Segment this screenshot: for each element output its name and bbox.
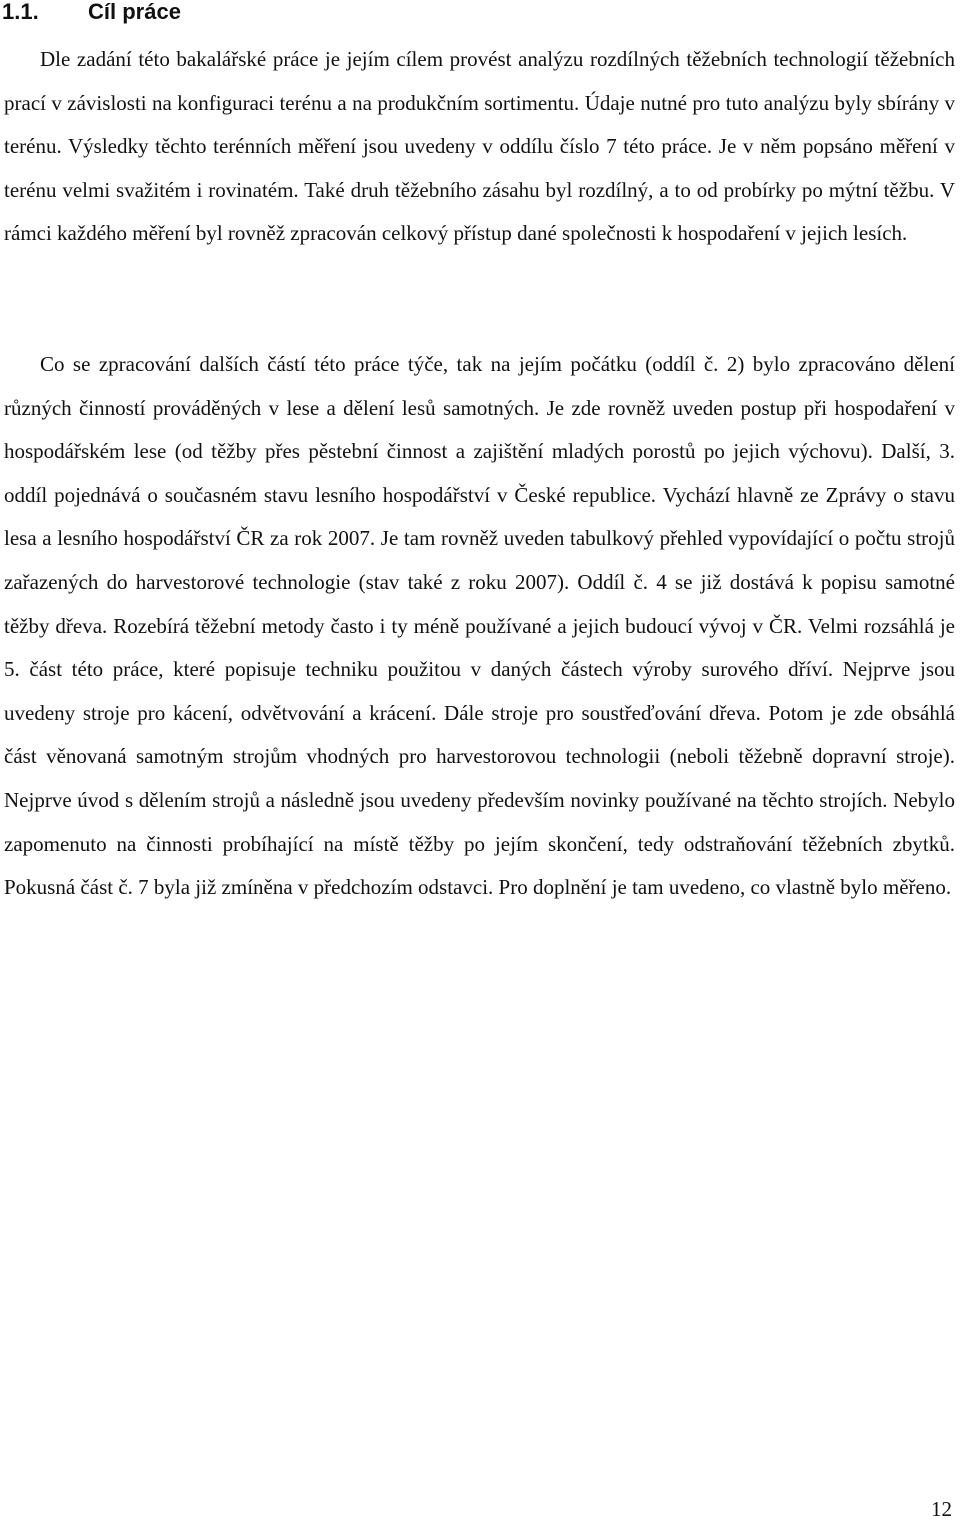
section-title: Cíl práce (88, 0, 181, 24)
section-number: 1.1. (2, 0, 39, 24)
section-heading (2, 0, 181, 28)
paragraph-structure: Co se zpracování dalších částí této práce týče, tak na jejím počátku (oddíl č. 2) bylo zpracováno dělení různých činností prováděných v lese a dělení lesů samotných. Je zde rovněž uveden postup při hospodaření v hospodářském lese (od těžby přes pěstební činnost a zajištění mladých porostů po jejich výchovu). Další, 3. oddíl pojednává o současném stavu lesního hospodářství v České republice. Vychází hlavně ze Zprávy o stavu lesa a lesního hospodářství ČR za rok 2007. Je tam rovněž uveden tabulkový přehled vypovídající o počtu strojů zařazených do harvestorové technologie (stav také z roku 2007). Oddíl č. 4 se již dostává k popisu samotné těžby dřeva. Rozebírá těžební metody často i ty méně používané a jejich budoucí vývoj v ČR. Velmi rozsáhlá je 5. část této práce, které popisuje techniku použitou v daných částech výroby surového dříví. Nejprve jsou uvedeny stroje pro kácení, odvětvování a krácení. Dále stroje pro soustřeďování dřeva. Potom je zde obsáhlá část věnovaná samotným strojům vhodných pro harvestorovou technologii (neboli těžebně dopravní stroje). Nejprve úvod s dělením strojů a následně jsou uvedeny především novinky používané na těchto strojích. Nebylo zapomenuto na činnosti probíhající na místě těžby po jejím skončení, tedy odstraňování těžebních zbytků. Pokusná část č. 7 byla již zmíněna v předchozím odstavci. Pro doplnění je tam uvedeno, co vlastně bylo měřeno. (4, 352, 955, 900)
paragraph-goal: Dle zadání této bakalářské práce je jejím cílem provést analýzu rozdílných těžebních technologií těžebních prací v závislosti na konfiguraci terénu a na produkčním sortimentu. Údaje nutné pro tuto analýzu byly sbírány v terénu. Výsledky těchto terénních měření jsou uvedeny v oddílu číslo 7 této práce. Je v něm popsáno měření v terénu velmi svažitém i rovinatém. Také druh těžebního zásahu byl rozdílný, a to od probírky po mýtní těžbu. V rámci každého měření byl rovněž zpracován celkový přístup dané společnosti k hospodaření v jejich lesích. (4, 47, 955, 246)
page-number: 12 (931, 1497, 952, 1521)
